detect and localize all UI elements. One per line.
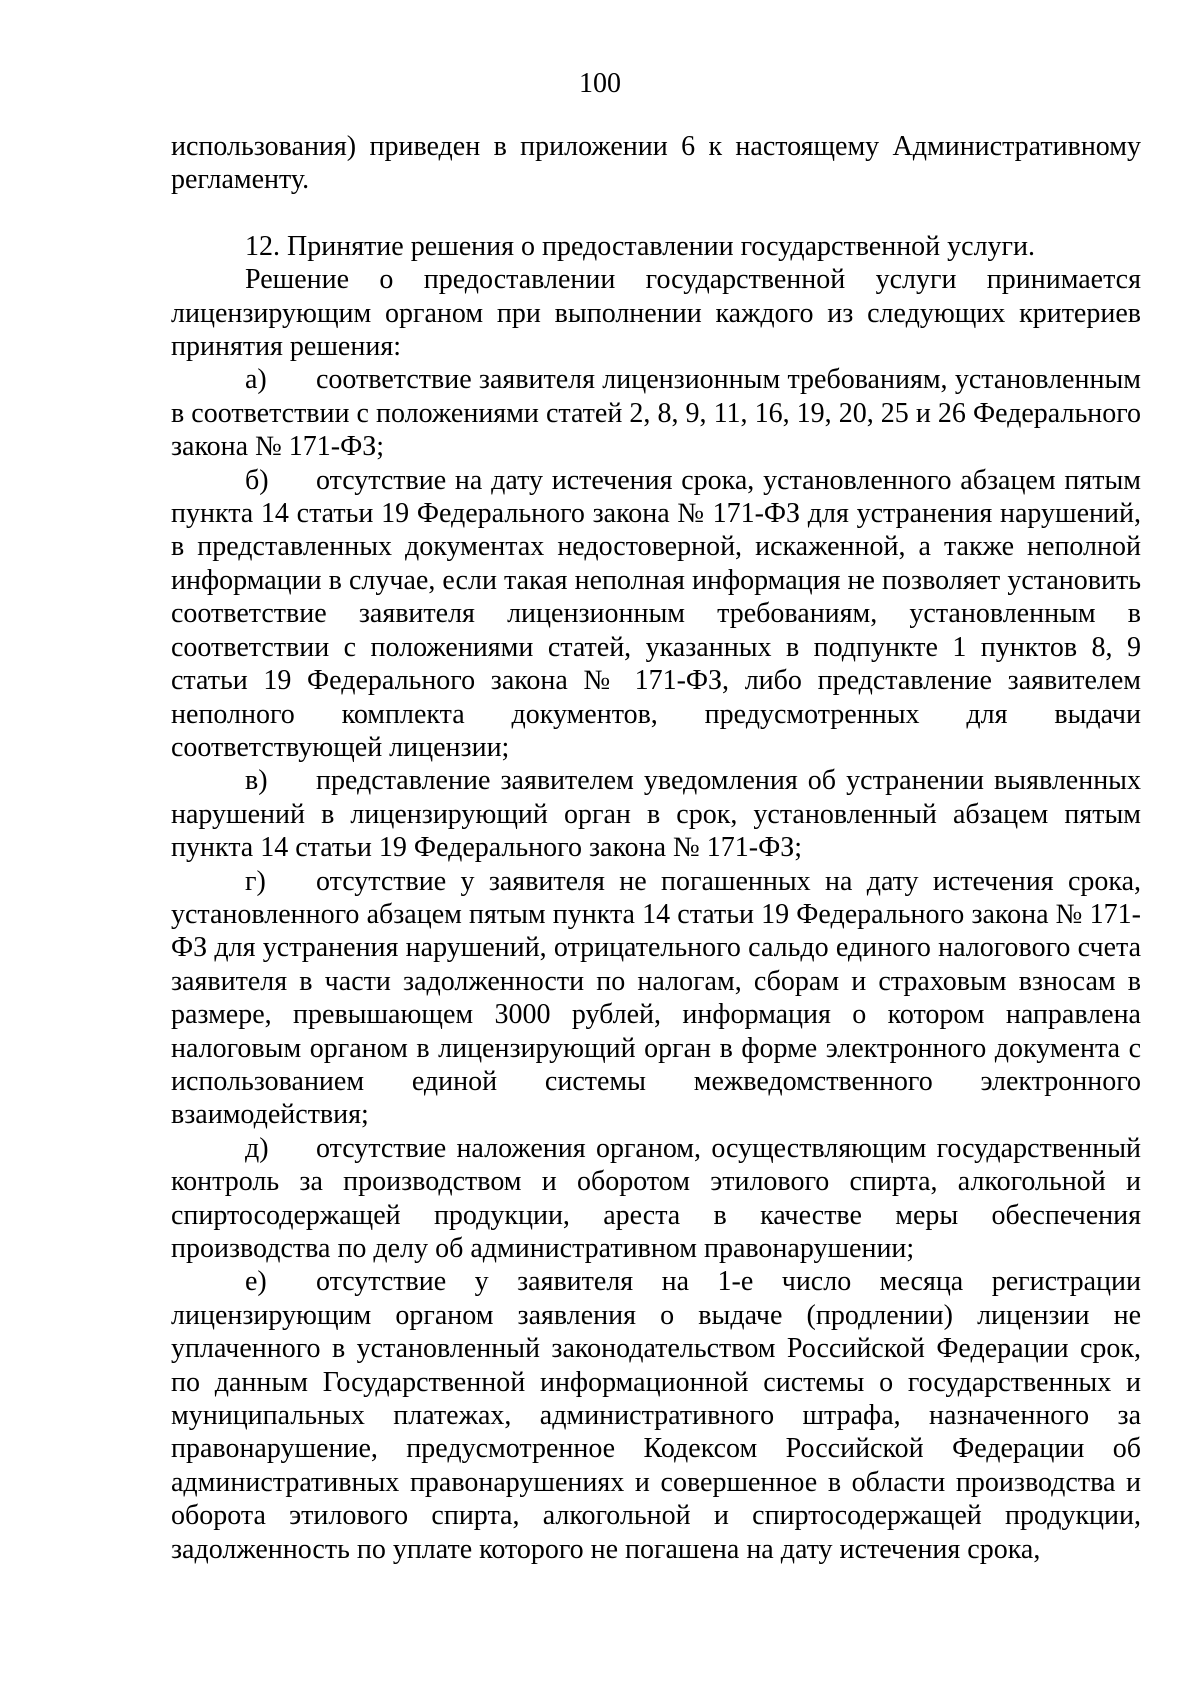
list-marker: д) xyxy=(245,1132,269,1164)
list-item-g xyxy=(171,865,1141,1132)
list-item-text: отсутствие на дату истечения срока, установленного абзацем пятым пункта 14 статьи 19 Федерального закона № 171-ФЗ для устранения нарушений, в представленных документах недостоверной, искаженной, а также неполной информации в случае, если такая неполная информация не позволяет установить соответствие заявителя лицензионным требованиям, установленным в соответствии с положениями статей, указанных в подпункте 1 пунктов 8, 9 статьи 19 Федерального закона № 171-ФЗ, либо представление заявителем неполного комплекта документов, предусмотренных для выдачи соответствующей лицензии; xyxy=(171,464,1141,763)
list-marker: б) xyxy=(245,464,269,496)
list-marker: в) xyxy=(245,765,268,797)
list-item-text: отсутствие наложения органом, осуществляющим государственный контроль за производством и оборотом этилового спирта, алкогольной и спиртосодержащей продукции, ареста в качестве меры обеспечения производства по делу об административном правонарушении; xyxy=(171,1132,1141,1264)
list-item-e xyxy=(171,1265,1141,1566)
list-item-text: отсутствие у заявителя не погашенных на дату истечения срока, установленного абзацем пятым пункта 14 статьи 19 Федерального закона № 171-ФЗ для устранения нарушений, отрицательного сальдо единого налогового счета заявителя в части задолженности по налогам, сборам и страховым взносам в размере, превышающем 3000 рублей, информация о котором направлена налоговым органом в лицензирующий орган в форме электронного документа с использованием единой системы межведомственного электронного взаимодействия; xyxy=(171,865,1141,1131)
document-body xyxy=(171,130,1141,1566)
list-item-text: соответствие заявителя лицензионным требованиям, установленным в соответствии с положениями статей 2, 8, 9, 11, 16, 19, 20, 25 и 26 Федерального закона № 171-ФЗ; xyxy=(171,364,1141,463)
list-item-v xyxy=(171,764,1141,864)
list-item-text: представление заявителем уведомления об устранении выявленных нарушений в лицензирующий орган в срок, установленный абзацем пятым пункта 14 статьи 19 Федерального закона № 171-ФЗ; xyxy=(171,765,1141,864)
page-number: 100 xyxy=(579,68,621,99)
section-heading: 12. Принятие решения о предоставлении государственной услуги. xyxy=(245,230,1036,262)
list-marker: а) xyxy=(245,364,267,396)
list-item-d xyxy=(171,1132,1141,1266)
list-item-text: отсутствие у заявителя на 1-е число месяца регистрации лицензирующим органом заявления о выдаче (продлении) лицензии не уплаченного в установленный законодательством Российской Федерации срок, по данным Государственной информационной системы о государственных и муниципальных платежах, административного штрафа, назначенного за правонарушение, предусмотренное Кодексом Российской Федерации об административных правонарушениях и совершенное в области производства и оборота этилового спирта, алкогольной и спиртосодержащей продукции, задолженность по уплате которого не погашена на дату истечения срока, xyxy=(171,1266,1141,1565)
paragraph-continuation: использования) приведен в приложении 6 к настоящему Административному регламенту. xyxy=(171,131,1141,196)
list-item-b xyxy=(171,464,1141,765)
list-marker: г) xyxy=(245,865,266,897)
list-marker: е) xyxy=(245,1266,267,1298)
paragraph-intro: Решение о предоставлении государственной услуги принимается лицензирующим органом при выполнении каждого из следующих критериев принятия решения: xyxy=(171,264,1141,363)
list-item-a xyxy=(171,363,1141,463)
